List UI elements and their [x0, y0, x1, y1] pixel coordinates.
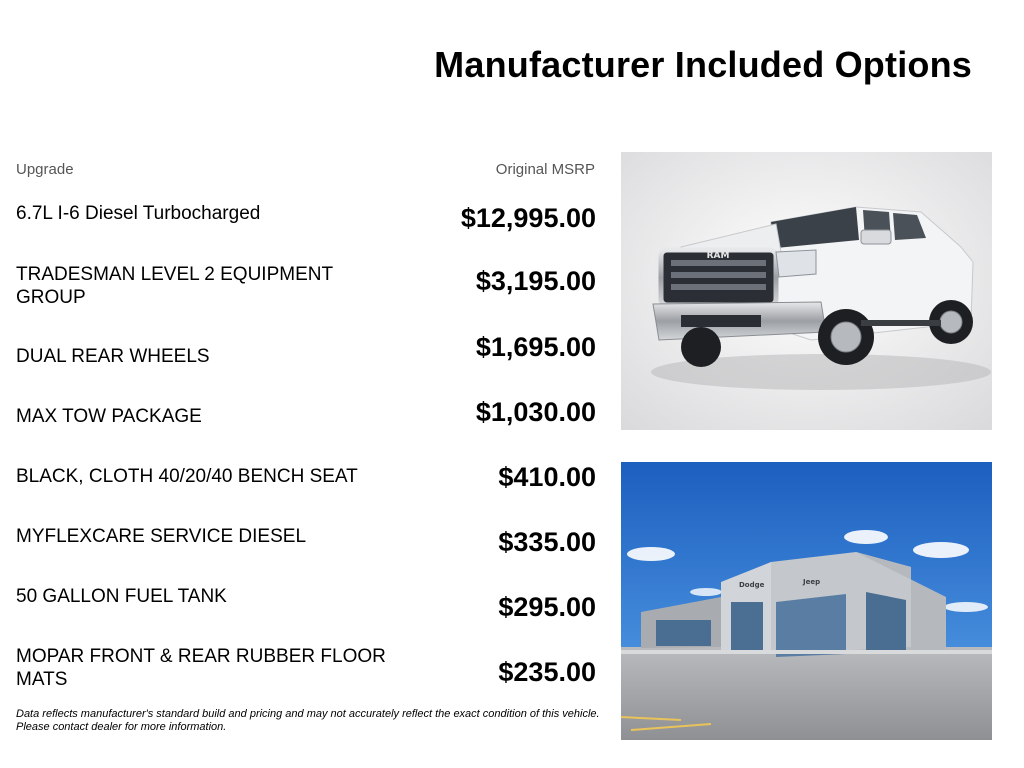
page-title: Manufacturer Included Options	[434, 44, 972, 85]
dodge-sign: Dodge	[739, 581, 765, 589]
option-price: $295.00	[498, 592, 596, 622]
option-price: $335.00	[498, 527, 596, 557]
option-row	[16, 645, 596, 709]
option-price: $3,195.00	[475, 266, 596, 296]
option-name: MYFLEXCARE SERVICE DIESEL	[16, 526, 307, 547]
option-name: DUAL REAR WHEELS	[16, 346, 210, 367]
option-name: MAX TOW PACKAGE	[16, 406, 202, 427]
option-price: $235.00	[498, 657, 596, 687]
option-price: $12,995.00	[460, 203, 596, 233]
dealership-photo	[621, 462, 992, 740]
option-price: $410.00	[498, 462, 596, 492]
ram-badge: RAM	[706, 251, 730, 261]
option-name: BLACK, CLOTH 40/20/40 BENCH SEAT	[16, 466, 358, 487]
option-row	[16, 462, 596, 529]
option-price: $1,695.00	[475, 332, 596, 362]
option-row	[16, 585, 596, 649]
option-price: $1,030.00	[475, 397, 596, 427]
truck-photo	[621, 152, 992, 430]
option-name: TRADESMAN LEVEL 2 EQUIPMENT GROUP	[16, 264, 333, 308]
option-row	[16, 525, 596, 589]
disclaimer-line: Data reflects manufacturer's standard build and pricing and may not accurately reflect the exact condition of this vehicle.	[16, 708, 600, 720]
option-row	[16, 397, 596, 469]
option-name: MOPAR FRONT & REAR RUBBER FLOOR MATS	[16, 646, 386, 690]
option-name: 6.7L I-6 Diesel Turbocharged	[16, 203, 261, 224]
disclaimer	[16, 708, 606, 733]
option-name: 50 GALLON FUEL TANK	[16, 586, 227, 607]
jeep-sign: Jeep	[803, 578, 821, 586]
disclaimer-line: Please contact dealer for more information.	[16, 720, 227, 733]
option-row	[16, 202, 596, 266]
option-row	[16, 263, 596, 327]
msrp-column-header: Original MSRP	[495, 161, 595, 178]
upgrade-column-header: Upgrade	[16, 161, 74, 178]
